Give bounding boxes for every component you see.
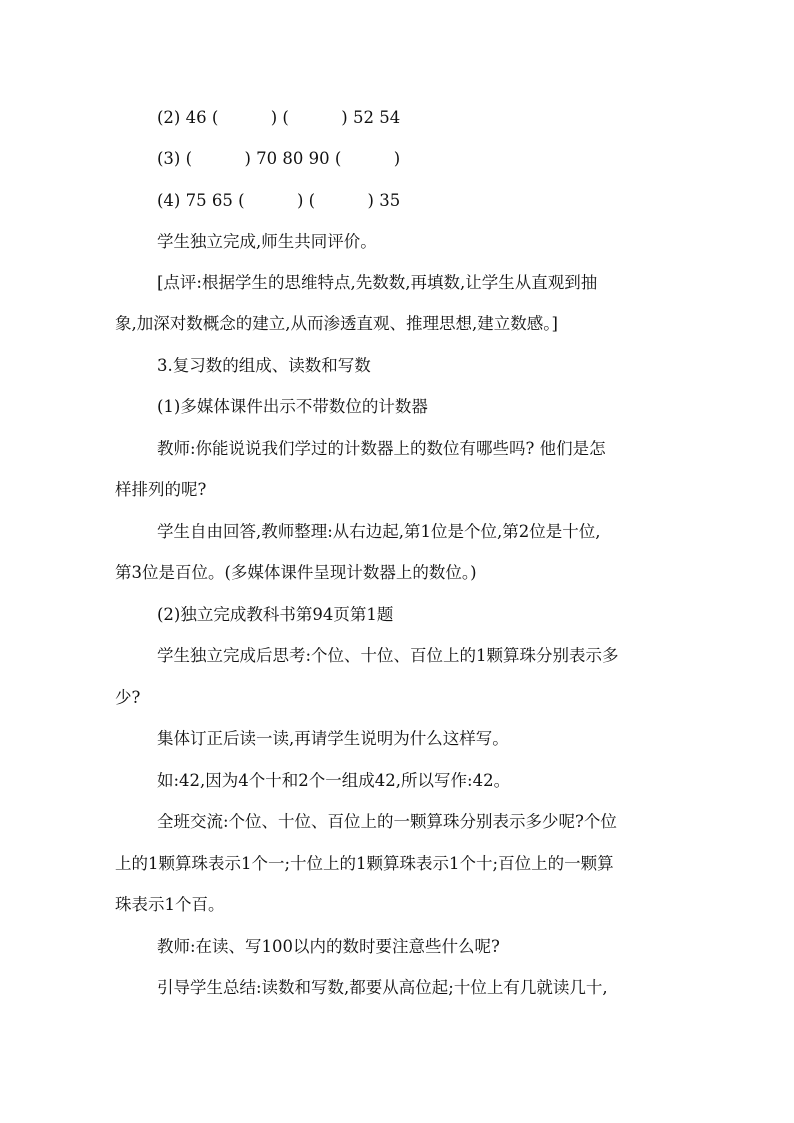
paragraph-line: 少? [115, 688, 141, 707]
exercise-2-line: (2) 46 ( ) ( ) 52 54 [157, 108, 401, 127]
paragraph-line: 样排列的呢? [115, 480, 207, 499]
exercise-3-line: (3) ( ) 70 80 90 ( ) [157, 149, 401, 168]
comment-line: 象,加深对数概念的建立,从而渗透直观、推理思想,建立数感。] [115, 314, 558, 333]
paragraph-line: 学生独立完成,师生共同评价。 [157, 232, 377, 251]
paragraph-line: 学生独立完成后思考:个位、十位、百位上的1颗算珠分别表示多 [157, 646, 619, 665]
paragraph-line: 引导学生总结:读数和写数,都要从高位起;十位上有几就读几十, [157, 978, 608, 997]
paragraph-line: 如:42,因为4个十和2个一组成42,所以写作:42。 [157, 771, 511, 790]
comment-line: [点评:根据学生的思维特点,先数数,再填数,让学生从直观到抽 [157, 273, 598, 292]
paragraph-line: 学生自由回答,教师整理:从右边起,第1位是个位,第2位是十位, [157, 522, 601, 541]
subsection-heading: (1)多媒体课件出示不带数位的计数器 [157, 397, 428, 416]
paragraph-line: 集体订正后读一读,再请学生说明为什么这样写。 [157, 729, 509, 748]
paragraph-line: 上的1颗算珠表示1个一;十位上的1颗算珠表示1个十;百位上的一颗算 [115, 854, 614, 873]
paragraph-line: 教师:在读、写100以内的数时要注意些什么呢? [157, 937, 500, 956]
section-heading: 3.复习数的组成、读数和写数 [157, 356, 371, 375]
paragraph-line: 全班交流:个位、十位、百位上的一颗算珠分别表示多少呢?个位 [157, 812, 617, 831]
exercise-4-line: (4) 75 65 ( ) ( ) 35 [157, 191, 401, 210]
paragraph-line: 教师:你能说说我们学过的计数器上的数位有哪些吗? 他们是怎 [157, 439, 606, 458]
paragraph-line: 第3位是百位。(多媒体课件呈现计数器上的数位。) [115, 563, 477, 582]
paragraph-line: 珠表示1个百。 [115, 895, 225, 914]
subsection-heading: (2)独立完成教科书第94页第1题 [157, 605, 394, 624]
